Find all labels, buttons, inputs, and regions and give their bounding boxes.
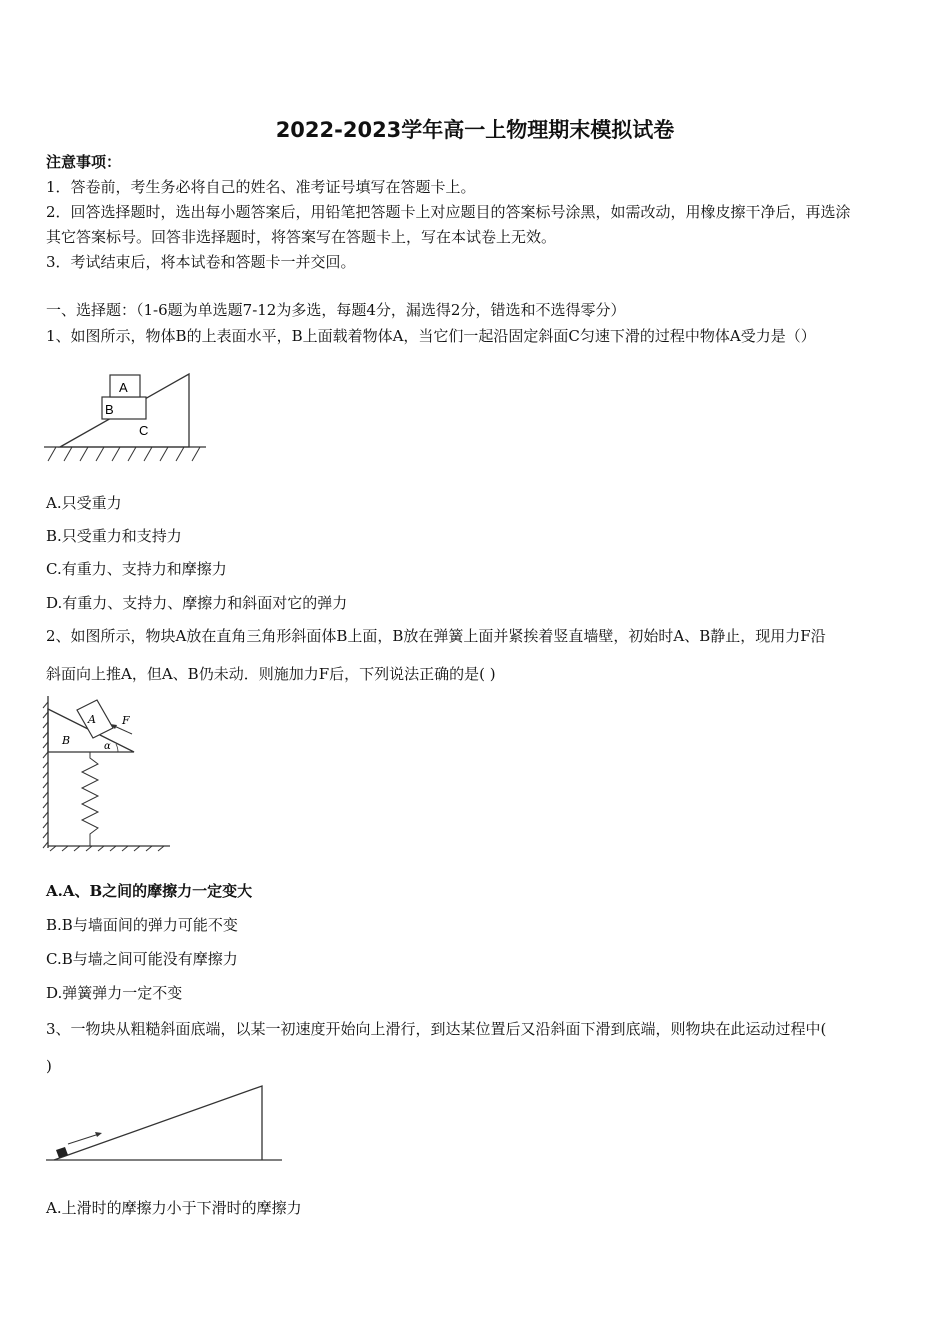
angle-alpha-label: α <box>104 741 111 752</box>
figure-q1-incline <box>44 370 214 465</box>
block-a-label: A <box>119 380 128 395</box>
question-2-stem-cont: 斜面向上推A，但A、B仍未动．则施加力F后，下列说法正确的是( ) <box>46 665 496 683</box>
figure-q3-slope <box>44 1082 284 1164</box>
force-f-label: F <box>122 714 130 727</box>
figure-q2-spring-wedge <box>42 692 177 852</box>
question-2-stem: 2、如图所示，物块A放在直角三角形斜面体B上面，B放在弹簧上面并紧挨着竖直墙壁，初始时A、B静止，现用力F沿 <box>46 627 826 645</box>
note-item: 1．答卷前，考生务必将自己的姓名、准考证号填写在答题卡上。 <box>46 178 476 196</box>
question-3-stem-cont: ) <box>46 1057 52 1075</box>
page-title: 2022-2023学年高一上物理期末模拟试卷 <box>275 118 675 142</box>
option-b: B.B与墙面间的弹力可能不变 <box>46 916 238 934</box>
section-heading: 一、选择题：（1-6题为单选题7-12为多选，每题4分，漏选得2分，错选和不选得零分） <box>46 301 626 319</box>
option-c: C.B与墙之间可能没有摩擦力 <box>46 950 238 968</box>
option-a: A.只受重力 <box>46 494 122 512</box>
question-3-stem: 3、一物块从粗糙斜面底端，以某一初速度开始向上滑行，到达某位置后又沿斜面下滑到底端，则物块在此运动过程中( <box>46 1020 827 1038</box>
note-item: 3．考试结束后，将本试卷和答题卡一并交回。 <box>46 253 356 271</box>
question-1-stem: 1、如图所示，物体B的上表面水平，B上面载着物体A，当它们一起沿固定斜面C匀速下滑的过程中物体A受力是（） <box>46 327 816 345</box>
option-b: B.只受重力和支持力 <box>46 527 182 545</box>
option-d: D.弹簧弹力一定不变 <box>46 984 183 1002</box>
block-a-label: A <box>88 713 96 726</box>
notes-heading: 注意事项： <box>46 153 122 171</box>
incline-c-label: C <box>139 423 149 438</box>
option-c: C.有重力、支持力和摩擦力 <box>46 560 227 578</box>
option-a: A.A、B之间的摩擦力一定变大 <box>46 882 253 900</box>
option-a: A.上滑时的摩擦力小于下滑时的摩擦力 <box>46 1199 302 1217</box>
block-b-label: B <box>105 402 114 417</box>
option-d: D.有重力、支持力、摩擦力和斜面对它的弹力 <box>46 594 348 612</box>
note-item: 其它答案标号。回答非选择题时，将答案写在答题卡上，写在本试卷上无效。 <box>46 228 557 246</box>
note-item: 2．回答选择题时，选出每小题答案后，用铅笔把答题卡上对应题目的答案标号涂黑，如需改动，用橡皮擦干净后，再选涂 <box>46 203 851 221</box>
wedge-b-label: B <box>62 734 71 747</box>
